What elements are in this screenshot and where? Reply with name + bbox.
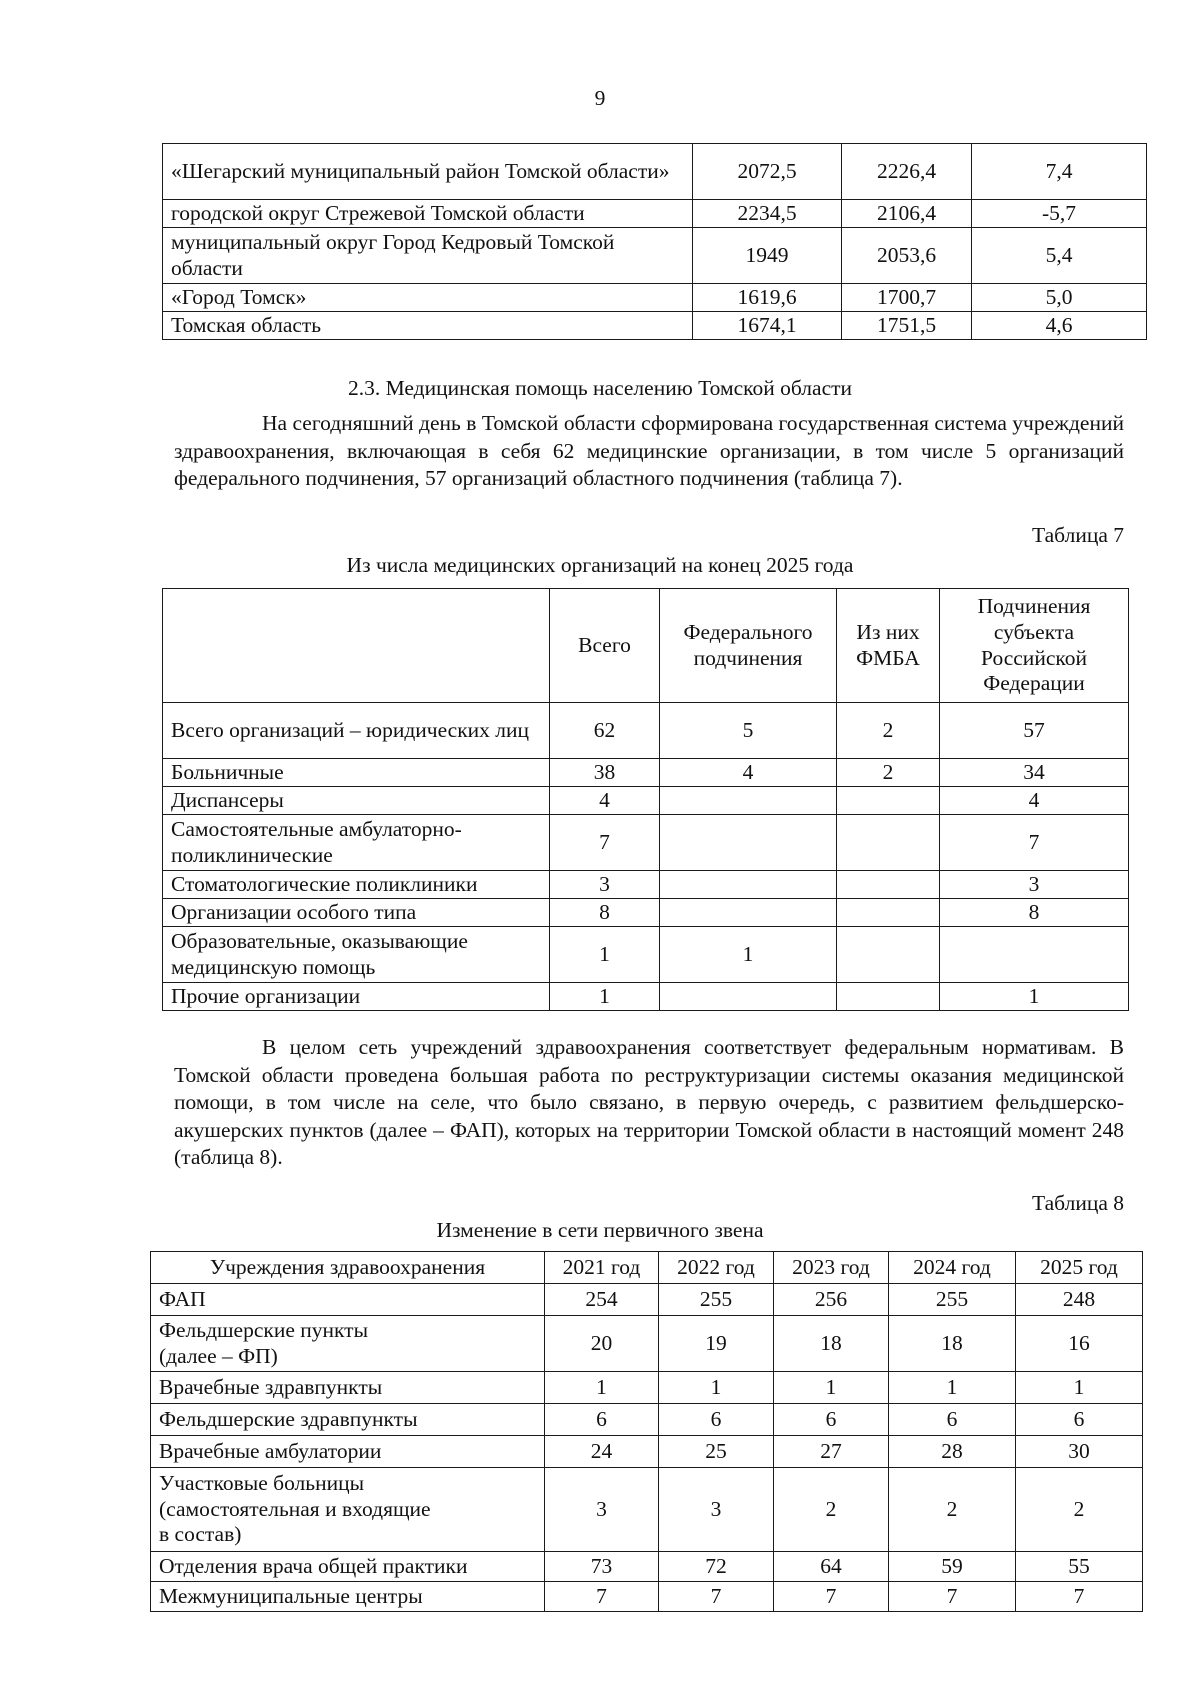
paragraph-intro — [174, 410, 1124, 493]
column-header: Учреждения здравоохранения — [151, 1252, 545, 1284]
table-row — [151, 1468, 1143, 1552]
value-cell: 8 — [940, 899, 1129, 927]
row-name: Больничные — [163, 759, 550, 787]
value-cell — [660, 815, 837, 871]
table-row — [151, 1372, 1143, 1404]
value-cell: 4,6 — [972, 312, 1147, 340]
table-row — [163, 871, 1129, 899]
row-name: городской округ Стрежевой Томской области — [163, 200, 693, 228]
column-header: Федерального подчинения — [660, 589, 837, 703]
value-cell: 5,0 — [972, 284, 1147, 312]
value-cell — [837, 787, 940, 815]
value-cell: 3 — [550, 871, 660, 899]
value-cell: 34 — [940, 759, 1129, 787]
column-header: 2022 год — [659, 1252, 774, 1284]
value-cell — [660, 983, 837, 1011]
column-header: 2024 год — [889, 1252, 1016, 1284]
value-cell: 1751,5 — [842, 312, 972, 340]
value-cell: 2 — [837, 703, 940, 759]
table-row — [151, 1316, 1143, 1372]
value-cell: 7 — [659, 1582, 774, 1612]
row-name: Врачебные амбулатории — [151, 1436, 545, 1468]
value-cell: 24 — [545, 1436, 659, 1468]
value-cell: 254 — [545, 1284, 659, 1316]
value-cell: 4 — [940, 787, 1129, 815]
row-name: Отделения врача общей практики — [151, 1552, 545, 1582]
table-row — [163, 787, 1129, 815]
table-row — [151, 1404, 1143, 1436]
row-name: Врачебные здравпункты — [151, 1372, 545, 1404]
value-cell: 64 — [774, 1552, 889, 1582]
table-row — [163, 927, 1129, 983]
value-cell: -5,7 — [972, 200, 1147, 228]
value-cell: 3 — [940, 871, 1129, 899]
value-cell — [837, 871, 940, 899]
table-row — [163, 144, 1147, 200]
value-cell: 55 — [1016, 1552, 1143, 1582]
value-cell: 6 — [889, 1404, 1016, 1436]
paragraph-network — [174, 1034, 1124, 1172]
value-cell: 7 — [940, 815, 1129, 871]
column-header — [163, 589, 550, 703]
table8-label: Таблица 8 — [1032, 1191, 1124, 1215]
table-row — [163, 228, 1147, 284]
column-header: 2023 год — [774, 1252, 889, 1284]
table-row — [151, 1582, 1143, 1612]
value-cell: 18 — [774, 1316, 889, 1372]
value-cell: 19 — [659, 1316, 774, 1372]
value-cell: 5 — [660, 703, 837, 759]
value-cell: 5,4 — [972, 228, 1147, 284]
table-row — [151, 1436, 1143, 1468]
value-cell: 6 — [545, 1404, 659, 1436]
value-cell: 2 — [774, 1468, 889, 1552]
value-cell: 72 — [659, 1552, 774, 1582]
row-name: «Шегарский муниципальный район Томской области» — [163, 144, 693, 200]
value-cell: 2 — [837, 759, 940, 787]
value-cell: 2226,4 — [842, 144, 972, 200]
value-cell — [837, 899, 940, 927]
value-cell: 1 — [1016, 1372, 1143, 1404]
value-cell: 1 — [774, 1372, 889, 1404]
value-cell: 38 — [550, 759, 660, 787]
row-name: Участковые больницы (самостоятельная и входящие в состав) — [151, 1468, 545, 1552]
row-name: Томская область — [163, 312, 693, 340]
page-number: 9 — [594, 86, 606, 110]
value-cell: 1 — [550, 927, 660, 983]
row-name: Фельдшерские пункты (далее – ФП) — [151, 1316, 545, 1372]
value-cell: 1949 — [693, 228, 842, 284]
value-cell: 6 — [774, 1404, 889, 1436]
value-cell: 7 — [889, 1582, 1016, 1612]
value-cell: 7,4 — [972, 144, 1147, 200]
value-cell — [837, 927, 940, 983]
column-header: 2025 год — [1016, 1252, 1143, 1284]
value-cell: 25 — [659, 1436, 774, 1468]
value-cell: 59 — [889, 1552, 1016, 1582]
value-cell: 1 — [889, 1372, 1016, 1404]
row-name: Межмуниципальные центры — [151, 1582, 545, 1612]
value-cell: 27 — [774, 1436, 889, 1468]
table-row — [163, 200, 1147, 228]
table-row — [163, 312, 1147, 340]
value-cell — [660, 871, 837, 899]
value-cell: 1619,6 — [693, 284, 842, 312]
value-cell: 256 — [774, 1284, 889, 1316]
value-cell: 7 — [774, 1582, 889, 1612]
value-cell: 7 — [550, 815, 660, 871]
value-cell — [837, 815, 940, 871]
table-row — [163, 983, 1129, 1011]
value-cell: 3 — [545, 1468, 659, 1552]
table7-label: Таблица 7 — [1032, 523, 1124, 547]
value-cell: 57 — [940, 703, 1129, 759]
value-cell: 1 — [550, 983, 660, 1011]
row-name: Диспансеры — [163, 787, 550, 815]
row-name: «Город Томск» — [163, 284, 693, 312]
table-top — [162, 143, 1147, 340]
value-cell: 2053,6 — [842, 228, 972, 284]
value-cell: 7 — [1016, 1582, 1143, 1612]
value-cell: 1700,7 — [842, 284, 972, 312]
column-header: Из них ФМБА — [837, 589, 940, 703]
row-name: Образовательные, оказывающие медицинскую помощь — [163, 927, 550, 983]
table8 — [150, 1251, 1143, 1612]
value-cell: 28 — [889, 1436, 1016, 1468]
value-cell: 20 — [545, 1316, 659, 1372]
value-cell: 30 — [1016, 1436, 1143, 1468]
table-row — [151, 1552, 1143, 1582]
row-name: Прочие организации — [163, 983, 550, 1011]
table7 — [162, 588, 1129, 1011]
value-cell: 2234,5 — [693, 200, 842, 228]
value-cell: 248 — [1016, 1284, 1143, 1316]
value-cell: 6 — [659, 1404, 774, 1436]
value-cell — [660, 899, 837, 927]
table-row — [163, 899, 1129, 927]
table-row — [163, 284, 1147, 312]
value-cell: 2106,4 — [842, 200, 972, 228]
value-cell: 2 — [889, 1468, 1016, 1552]
row-name: ФАП — [151, 1284, 545, 1316]
value-cell: 6 — [1016, 1404, 1143, 1436]
column-header: Подчинения субъекта Российской Федерации — [940, 589, 1129, 703]
table-row — [163, 815, 1129, 871]
paragraph-text: В целом сеть учреждений здравоохранения соответствует федеральным нормативам. В Томской области проведена большая работа по реструктуризации системы оказания медицинской помощи, в том числе на селе, что было связано, в первую очередь, с развитием фельдшерско-акушерских пунктов (далее – ФАП), которых на территории Томской области в настоящий момент 248 (таблица 8). — [174, 1035, 1124, 1169]
table7-title: Из числа медицинских организаций на конец 2025 года — [346, 553, 854, 577]
row-name: Всего организаций – юридических лиц — [163, 703, 550, 759]
value-cell: 4 — [550, 787, 660, 815]
value-cell: 8 — [550, 899, 660, 927]
table-row — [163, 703, 1129, 759]
table-row — [151, 1284, 1143, 1316]
value-cell: 4 — [660, 759, 837, 787]
value-cell: 2072,5 — [693, 144, 842, 200]
value-cell: 7 — [545, 1582, 659, 1612]
value-cell — [660, 787, 837, 815]
paragraph-text: На сегодняшний день в Томской области сформирована государственная система учреждений здравоохранения, включающая в себя 62 медицинские организации, в том числе 5 организаций федерального подчинения, 57 организаций областного подчинения (таблица 7). — [174, 411, 1124, 490]
table8-title: Изменение в сети первичного звена — [436, 1218, 764, 1242]
value-cell: 1 — [545, 1372, 659, 1404]
column-header: Всего — [550, 589, 660, 703]
value-cell: 255 — [889, 1284, 1016, 1316]
value-cell — [837, 983, 940, 1011]
value-cell: 73 — [545, 1552, 659, 1582]
value-cell — [940, 927, 1129, 983]
table7-header-row — [163, 589, 1129, 703]
value-cell: 62 — [550, 703, 660, 759]
value-cell: 255 — [659, 1284, 774, 1316]
value-cell: 1 — [659, 1372, 774, 1404]
value-cell: 3 — [659, 1468, 774, 1552]
section-heading: 2.3. Медицинская помощь населению Томской области — [347, 376, 853, 400]
value-cell: 18 — [889, 1316, 1016, 1372]
table8-body — [151, 1284, 1143, 1612]
row-name: муниципальный округ Город Кедровый Томской области — [163, 228, 693, 284]
value-cell: 2 — [1016, 1468, 1143, 1552]
value-cell: 16 — [1016, 1316, 1143, 1372]
row-name: Стоматологические поликлиники — [163, 871, 550, 899]
row-name: Самостоятельные амбулаторно-поликлинические — [163, 815, 550, 871]
column-header: 2021 год — [545, 1252, 659, 1284]
value-cell: 1674,1 — [693, 312, 842, 340]
table-row — [163, 759, 1129, 787]
table8-header-row — [151, 1252, 1143, 1284]
row-name: Организации особого типа — [163, 899, 550, 927]
value-cell: 1 — [940, 983, 1129, 1011]
value-cell: 1 — [660, 927, 837, 983]
row-name: Фельдшерские здравпункты — [151, 1404, 545, 1436]
